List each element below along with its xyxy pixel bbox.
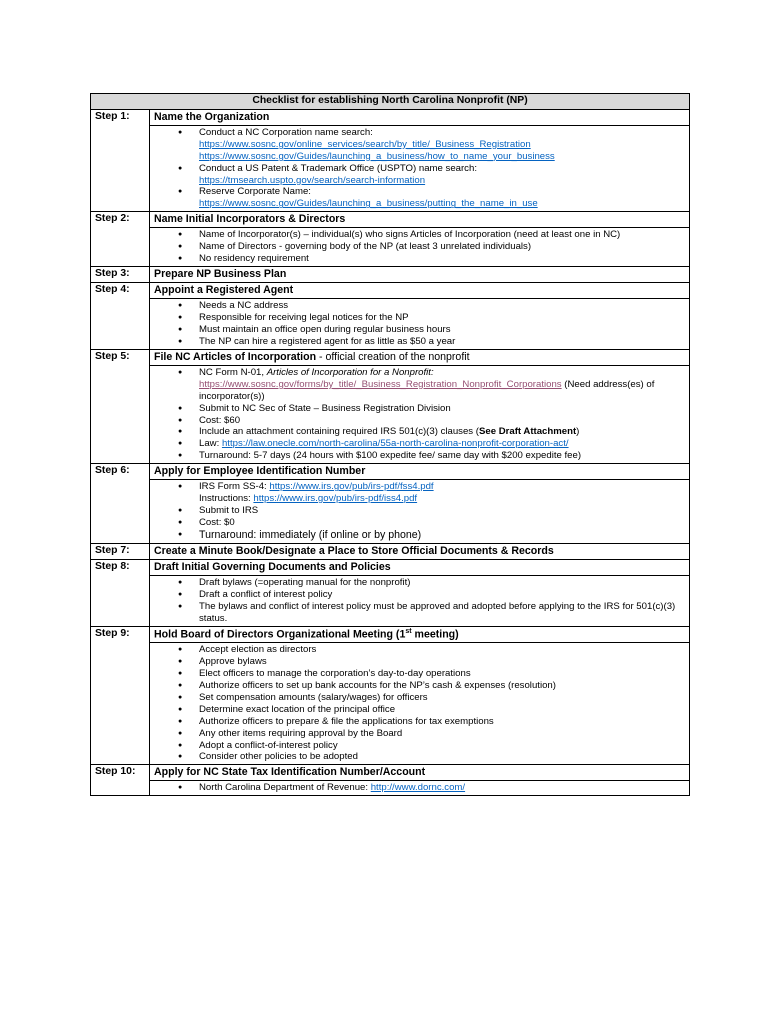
list-item: ● Authorize officers to set up bank accounts for the NP’s cash & expenses (resolution) xyxy=(199,680,685,692)
step-heading: Draft Initial Governing Documents and Policies xyxy=(150,560,690,576)
item-text: ) xyxy=(576,426,580,438)
step-heading-row xyxy=(91,283,690,299)
step-heading-row xyxy=(91,626,690,643)
step-label: Step 10: xyxy=(91,765,150,796)
item-text: Conduct a NC Corporation name search: xyxy=(199,127,373,139)
step-label: Step 7: xyxy=(91,543,150,559)
step-heading-row xyxy=(91,267,690,283)
item-text: (Need address(es) of incorporator(s)) xyxy=(199,378,655,402)
list-item: ● Cost: $0 xyxy=(199,517,685,529)
step-items-cell xyxy=(150,643,690,765)
item-text: Include an attachment containing required IRS 501(c)(3) clauses ( xyxy=(199,426,479,438)
step-label: Step 9: xyxy=(91,626,150,765)
step-heading-end: meeting) xyxy=(411,628,459,641)
item-text: NC Form N-01, xyxy=(199,366,267,378)
step-heading xyxy=(150,349,690,365)
step-heading-main: File NC Articles of Incorporation xyxy=(154,350,317,363)
step-heading: Prepare NP Business Plan xyxy=(150,267,690,283)
step-label: Step 6: xyxy=(91,464,150,544)
bullet-list xyxy=(154,577,685,625)
irs-ss4-instructions-link[interactable]: https://www.irs.gov/pub/irs-pdf/iss4.pdf xyxy=(253,493,418,505)
list-item: ● Name of Directors - governing body of the NP (at least 3 unrelated individuals) xyxy=(199,241,685,253)
bullet-list xyxy=(154,481,685,542)
step-items-row xyxy=(91,228,690,267)
list-item: ● Determine exact location of the principal office xyxy=(199,704,685,716)
step-items-cell xyxy=(150,576,690,627)
list-item: ● Approve bylaws xyxy=(199,656,685,668)
step-items-cell xyxy=(150,126,690,212)
step-heading-sub: - official creation of the nonprofit xyxy=(316,350,470,363)
step-label: Step 1: xyxy=(91,109,150,211)
list-item: ● Any other items requiring approval by the Board xyxy=(199,728,685,740)
list-item xyxy=(199,782,685,794)
step-items-row xyxy=(91,576,690,627)
list-item: ● Turnaround: 5-7 days (24 hours with $100 expedite fee/ same day with $200 expedite fee) xyxy=(199,450,685,462)
item-text: Conduct a US Patent & Trademark Office (USPTO) name search: xyxy=(199,162,477,174)
step-heading: Create a Minute Book/Designate a Place to Store Official Documents & Records xyxy=(150,543,690,559)
step-heading-row xyxy=(91,560,690,576)
list-item: ● Set compensation amounts (salary/wages) for officers xyxy=(199,692,685,704)
sosnc-name-search-link[interactable]: https://www.sosnc.gov/online_services/search/by_title/_Business_Registration xyxy=(199,138,531,150)
list-item xyxy=(199,438,685,450)
ordinal-suffix: st xyxy=(405,627,412,635)
dornc-link[interactable]: http://www.dornc.com/ xyxy=(370,782,466,794)
sosnc-reserve-name-link[interactable]: https://www.sosnc.gov/Guides/launching_a_business/putting_the_name_in_use xyxy=(199,198,538,210)
uspto-search-link[interactable]: https://tmsearch.uspto.gov/search/search-information xyxy=(199,174,426,186)
sosnc-nonprofit-forms-link[interactable]: https://www.sosnc.gov/forms/by_title/_Business_Registration_Nonprofit_Corporations xyxy=(199,378,562,390)
list-item: ● Submit to IRS xyxy=(199,505,685,517)
step-items-row xyxy=(91,299,690,350)
step-heading-row xyxy=(91,765,690,781)
list-item: ● Authorize officers to prepare & file the applications for tax exemptions xyxy=(199,716,685,728)
item-text: Law: xyxy=(199,438,222,450)
irs-ss4-link[interactable]: https://www.irs.gov/pub/irs-pdf/fss4.pdf xyxy=(269,481,434,493)
step-heading xyxy=(150,626,690,643)
item-text: IRS Form SS-4: xyxy=(199,481,270,493)
list-item xyxy=(199,127,685,163)
list-item: ● Accept election as directors xyxy=(199,644,685,656)
list-item: ● Responsible for receiving legal notices for the NP xyxy=(199,312,685,324)
step-heading: Name the Organization xyxy=(150,109,690,125)
list-item: ● Must maintain an office open during regular business hours xyxy=(199,324,685,336)
step-items-row xyxy=(91,781,690,796)
step-items-cell xyxy=(150,365,690,463)
step-items-cell xyxy=(150,228,690,267)
list-item xyxy=(199,186,685,210)
list-item xyxy=(199,481,685,505)
step-heading: Apply for NC State Tax Identification Number/Account xyxy=(150,765,690,781)
list-item: ● Turnaround: immediately (if online or by phone) xyxy=(199,529,685,542)
list-item: ● Adopt a conflict-of-interest policy xyxy=(199,740,685,752)
step-label: Step 4: xyxy=(91,283,150,350)
step-items-cell xyxy=(150,480,690,544)
list-item: ● Name of Incorporator(s) – individual(s) who signs Articles of Incorporation (need at least one in NC) xyxy=(199,229,685,241)
list-item: ● No residency requirement xyxy=(199,253,685,265)
step-items-cell xyxy=(150,299,690,350)
list-item xyxy=(199,426,685,438)
item-text: North Carolina Department of Revenue: xyxy=(199,782,371,794)
step-heading: Apply for Employee Identification Number xyxy=(150,464,690,480)
bullet-list xyxy=(154,127,685,210)
step-items-row xyxy=(91,126,690,212)
step-items-cell xyxy=(150,781,690,796)
table-title: Checklist for establishing North Carolina Nonprofit (NP) xyxy=(91,94,690,110)
list-item: ● Cost: $60 xyxy=(199,415,685,427)
list-item: ● Submit to NC Sec of State – Business Registration Division xyxy=(199,403,685,415)
step-items-row xyxy=(91,365,690,463)
item-text: Reserve Corporate Name: xyxy=(199,186,311,198)
form-title: Articles of Incorporation for a Nonprofit: xyxy=(266,366,434,378)
list-item: ● The bylaws and conflict of interest policy must be approved and adopted before applying to the IRS for 501(c)(3) status. xyxy=(199,601,685,625)
list-item: ● Elect officers to manage the corporation’s day-to-day operations xyxy=(199,668,685,680)
step-items-row xyxy=(91,643,690,765)
step-heading-row xyxy=(91,349,690,365)
step-items-row xyxy=(91,480,690,544)
step-heading: Appoint a Registered Agent xyxy=(150,283,690,299)
step-label: Step 3: xyxy=(91,267,150,283)
step-heading-row xyxy=(91,212,690,228)
step-heading-row xyxy=(91,464,690,480)
step-heading: Name Initial Incorporators & Directors xyxy=(150,212,690,228)
bullet-list xyxy=(154,300,685,348)
table-title-row xyxy=(91,94,690,110)
list-item: ● Consider other policies to be adopted xyxy=(199,751,685,763)
list-item: ● Needs a NC address xyxy=(199,300,685,312)
list-item: ● Draft bylaws (=operating manual for the nonprofit) xyxy=(199,577,685,589)
sosnc-naming-guide-link[interactable]: https://www.sosnc.gov/Guides/launching_a_business/how_to_name_your_business xyxy=(199,150,555,162)
list-item: ● The NP can hire a registered agent for as little as $50 a year xyxy=(199,336,685,348)
list-item xyxy=(199,163,685,187)
checklist-table xyxy=(90,93,690,796)
step-heading-main: Hold Board of Directors Organizational Meeting (1 xyxy=(154,628,406,641)
nc-law-link[interactable]: https://law.onecle.com/north-carolina/55a-north-carolina-nonprofit-corporation-act/ xyxy=(221,438,569,450)
bullet-list xyxy=(154,229,685,265)
step-label: Step 2: xyxy=(91,212,150,267)
step-heading-row xyxy=(91,543,690,559)
step-label: Step 8: xyxy=(91,560,150,627)
step-label: Step 5: xyxy=(91,349,150,463)
bullet-list xyxy=(154,644,685,763)
bullet-list xyxy=(154,367,685,462)
draft-attachment-label: See Draft Attachment xyxy=(478,426,577,438)
item-text: Instructions: xyxy=(199,493,254,505)
bullet-list xyxy=(154,782,685,794)
list-item: ● Draft a conflict of interest policy xyxy=(199,589,685,601)
list-item xyxy=(199,367,685,403)
step-heading-row xyxy=(91,109,690,125)
